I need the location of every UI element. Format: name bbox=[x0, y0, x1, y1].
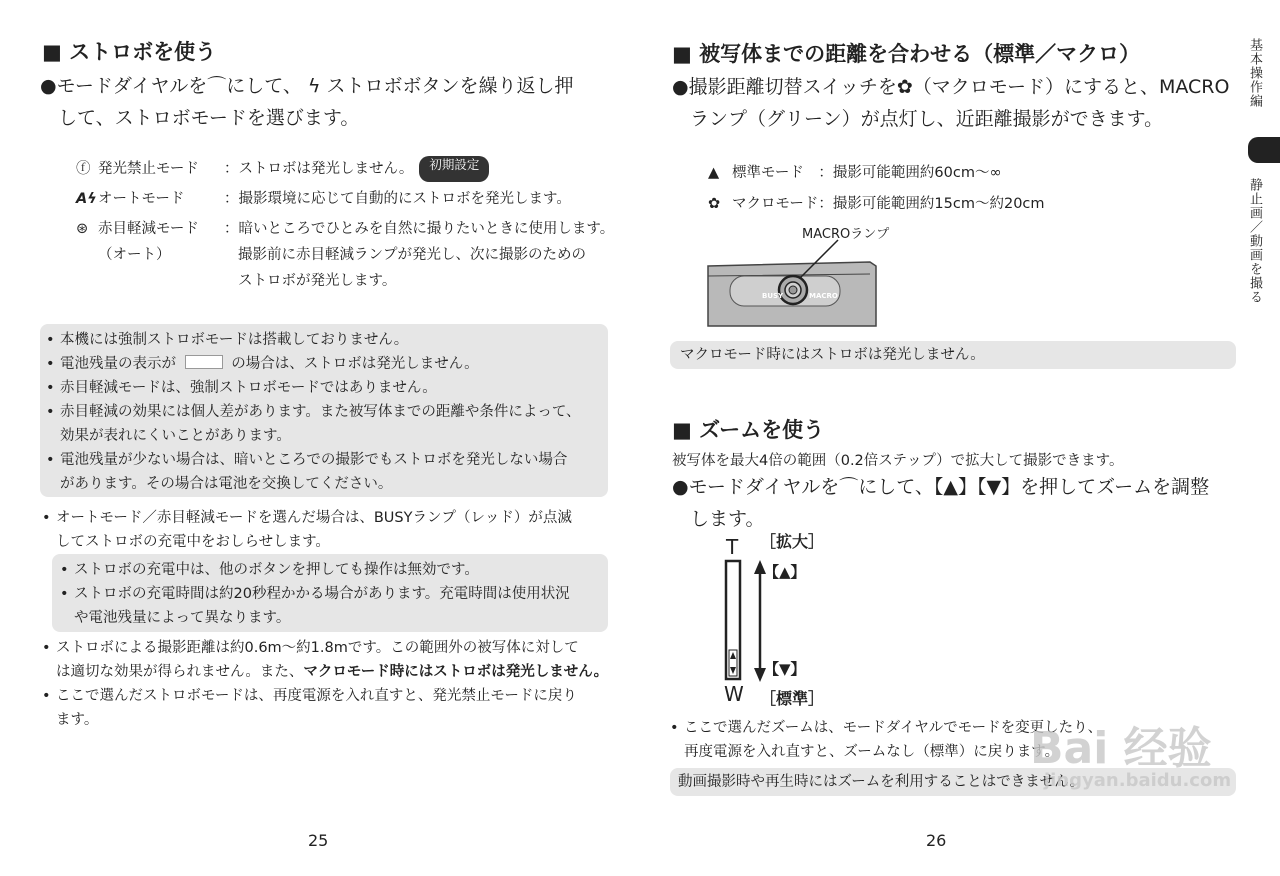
flash-mode-list bbox=[76, 156, 616, 294]
camera-top-illustration bbox=[700, 236, 940, 328]
flash-mode-off bbox=[76, 156, 616, 182]
zoom-note-para: • ここで選んだズームは、モードダイヤルでモードを変更したり、 再度電源を入れ直すと、ズームなし（標準）に戻ります。 bbox=[670, 716, 1230, 764]
flash-mode-off-desc: ：ストロボは発光しません。 bbox=[224, 161, 414, 177]
side-tab-still-movie: 静止画／動画を撮る bbox=[1247, 178, 1262, 304]
side-tab-basic: 基本操作編 bbox=[1247, 38, 1262, 108]
note-item: • 本機には強制ストロボモードは搭載しておりません。 bbox=[46, 328, 600, 352]
flash-lead-line1: ●モードダイヤルを⌒にして、 ϟ ストロボボタンを繰り返し押 bbox=[40, 75, 574, 97]
note-item: • 電池残量の表示が の場合は、ストロボは発光しません。 bbox=[46, 352, 600, 376]
side-tab-marker bbox=[1248, 137, 1280, 163]
flash-busy-para: • オートモード／赤目軽減モードを選んだ場合は、BUSYランプ（レッド）が点滅 してストロボの充電中をおしらせします。 bbox=[42, 506, 612, 554]
flash-mode-off-name: 発光禁止モード bbox=[98, 161, 199, 177]
busy-label: BUSY bbox=[762, 292, 784, 300]
macro-small-label: MACRO bbox=[809, 292, 838, 300]
zoom-intro: 被写体を最大4倍の範囲（0.2倍ステップ）で拡大して撮影できます。 bbox=[672, 453, 1124, 469]
focus-mode-macro: ✿ マクロモード：撮影可能範囲約15cm〜約20cm bbox=[708, 189, 1045, 220]
zoom-note-box: 動画撮影時や再生時にはズームを利用することはできません。 bbox=[670, 768, 1236, 796]
zoom-section-title: ■ ズームを使う bbox=[672, 418, 825, 442]
focus-mode-list bbox=[708, 158, 1045, 220]
note-item: • 赤目軽減モードは、強制ストロボモードではありません。 bbox=[46, 376, 600, 400]
macro-note-box: マクロモード時にはストロボは発光しません。 bbox=[670, 341, 1236, 369]
note-item: • 電池残量が少ない場合は、暗いところでの撮影でもストロボを発光しない場合 があります。その場合は電池を交換してください。 bbox=[46, 448, 600, 496]
note-item: • 赤目軽減の効果には個人差があります。また被写体までの距離や条件によって、 効果が表れにくいことがあります。 bbox=[46, 400, 600, 448]
flash-mode-auto-name: オートモード bbox=[98, 191, 185, 207]
flash-mode-redeye bbox=[76, 216, 616, 294]
page-number-right: 26 bbox=[926, 831, 947, 850]
flash-lead bbox=[40, 70, 620, 134]
zoom-bar-graphic bbox=[720, 558, 770, 684]
watermark-url: jingyan.baidu.com bbox=[1044, 770, 1232, 791]
charging-notes-box bbox=[52, 554, 608, 632]
zoom-lead: ●モードダイヤルを⌒にして、【▲】【▼】を押してズームを調整 します。 bbox=[672, 476, 1210, 530]
flash-auto-icon: Aϟ bbox=[76, 191, 97, 207]
flash-range-para: • ストロボによる撮影距離は約0.6m〜約1.8mです。この範囲外の被写体に対して は適切な効果が得られません。また、マクロモード時にはストロボは発光しません。 • ここで選んだストロボモードは、再度電源を入れ直すと、発光禁止モードに戻り ます。 bbox=[42, 636, 617, 732]
flash-lead-line2: して、ストロボモードを選びます。 bbox=[58, 107, 360, 129]
zoom-down-label: ［標準］ bbox=[760, 689, 825, 708]
note-item: • ストロボの充電中は、他のボタンを押しても操作は無効です。 bbox=[60, 558, 600, 582]
flash-notes-box bbox=[40, 324, 608, 497]
page-number-left: 25 bbox=[308, 831, 329, 850]
mountain-icon: ▲ bbox=[708, 165, 720, 181]
watermark-logo: Bai 经验 bbox=[1030, 723, 1212, 774]
zoom-up-key: 【▲】 bbox=[764, 563, 806, 581]
focus-section-title: ■ 被写体までの距離を合わせる（標準／マクロ） bbox=[672, 42, 1141, 66]
focus-mode-standard: ▲ 標準モード ：撮影可能範囲約60cm〜∞ bbox=[708, 158, 1045, 189]
zoom-t-label: T bbox=[726, 535, 739, 559]
flash-mode-redeye-desc3: ストロボが発光します。 bbox=[238, 273, 397, 289]
right-page bbox=[640, 0, 1280, 876]
zoom-up-label: ［拡大］ bbox=[760, 532, 825, 551]
note-item: • ストロボの充電時間は約20秒程かかる場合があります。充電時間は使用状況 や電池残量によって異なります。 bbox=[60, 582, 600, 630]
default-setting-badge: 初期設定 bbox=[419, 156, 489, 182]
flash-mode-redeye-desc: ：暗いところでひとみを自然に撮りたいときに使用します。 bbox=[224, 221, 615, 237]
flash-mode-auto bbox=[76, 186, 616, 212]
macro-lamp-label: MACROランプ bbox=[802, 227, 890, 242]
flash-mode-redeye-name: 赤目軽減モード bbox=[98, 221, 199, 237]
flash-mode-redeye-desc2: 撮影前に赤目軽減ランプが発光し、次に撮影のための bbox=[238, 247, 586, 263]
zoom-w-label: W bbox=[724, 682, 744, 706]
redeye-icon: ⊛ bbox=[76, 221, 89, 237]
flash-off-icon: ⓕ bbox=[76, 161, 91, 177]
flash-section-title: ■ ストロボを使う bbox=[42, 40, 217, 64]
zoom-down-key: 【▼】 bbox=[764, 660, 806, 678]
battery-empty-icon bbox=[185, 355, 223, 369]
flash-mode-auto-desc: ：撮影環境に応じて自動的にストロボを発光します。 bbox=[224, 191, 571, 207]
flower-icon: ✿ bbox=[708, 196, 721, 212]
flash-mode-redeye-name2: （オート） bbox=[98, 247, 171, 263]
focus-lead: ●撮影距離切替スイッチを✿（マクロモード）にすると、MACRO ランプ（グリーン）が点灯し、近距離撮影ができます。 bbox=[672, 76, 1230, 130]
